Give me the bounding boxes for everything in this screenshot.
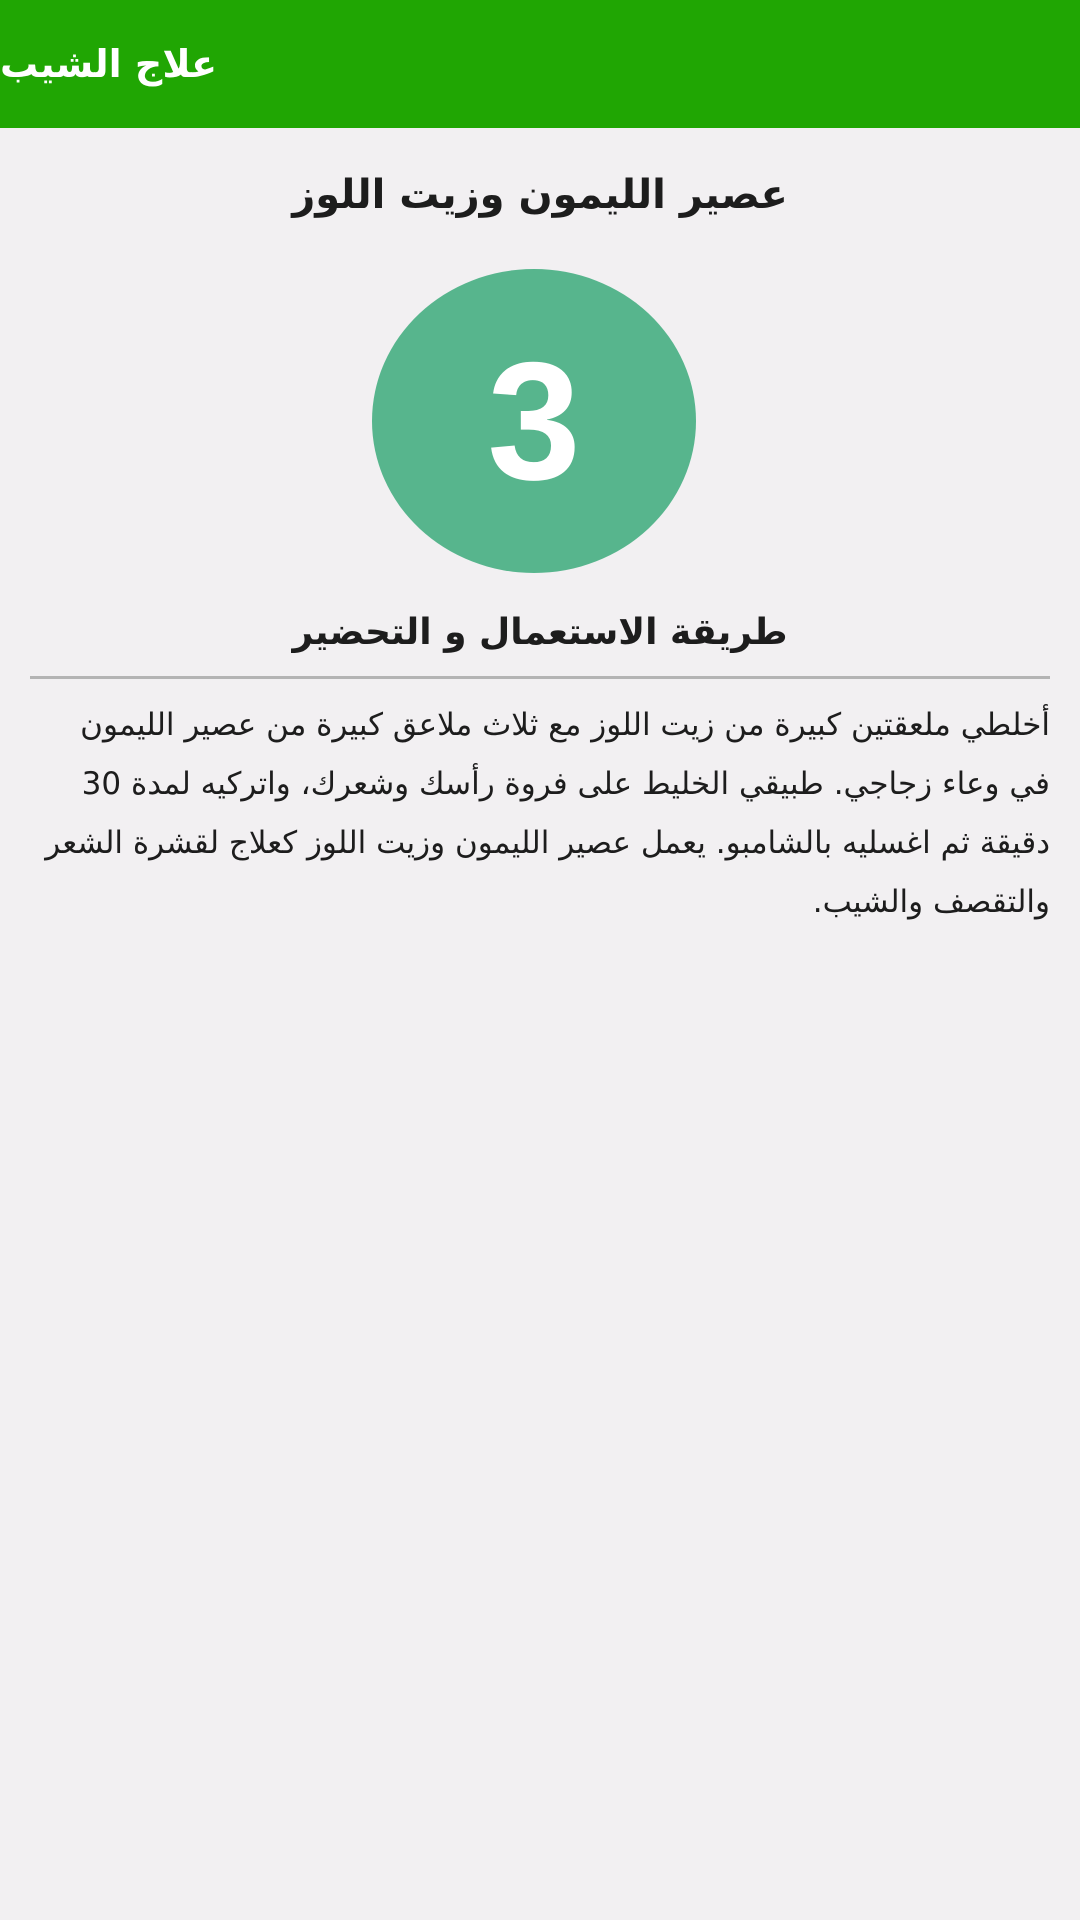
app-title: علاج الشيب — [0, 42, 218, 86]
app-bar — [0, 0, 1080, 128]
step-number-badge — [372, 269, 696, 573]
divider — [30, 676, 1050, 679]
instructions-text: أخلطي ملعقتين كبيرة من زيت اللوز مع ثلاث ملاعق كبيرة من عصير الليمون في وعاء زجاجي. طبيقي الخليط على فروة رأسك وشعرك، واتركيه لمدة 30 دقيقة ثم اغسليه بالشامبو. يعمل عصير الليمون وزيت اللوز كعلاج لقشرة الشعر والتقصف والشيب. — [45, 707, 1050, 920]
step-number: 3 — [487, 327, 581, 515]
content-area[interactable] — [0, 128, 1080, 1920]
remedy-title: عصير الليمون وزيت اللوز — [292, 172, 788, 218]
section-heading: طريقة الاستعمال و التحضير — [292, 612, 788, 653]
